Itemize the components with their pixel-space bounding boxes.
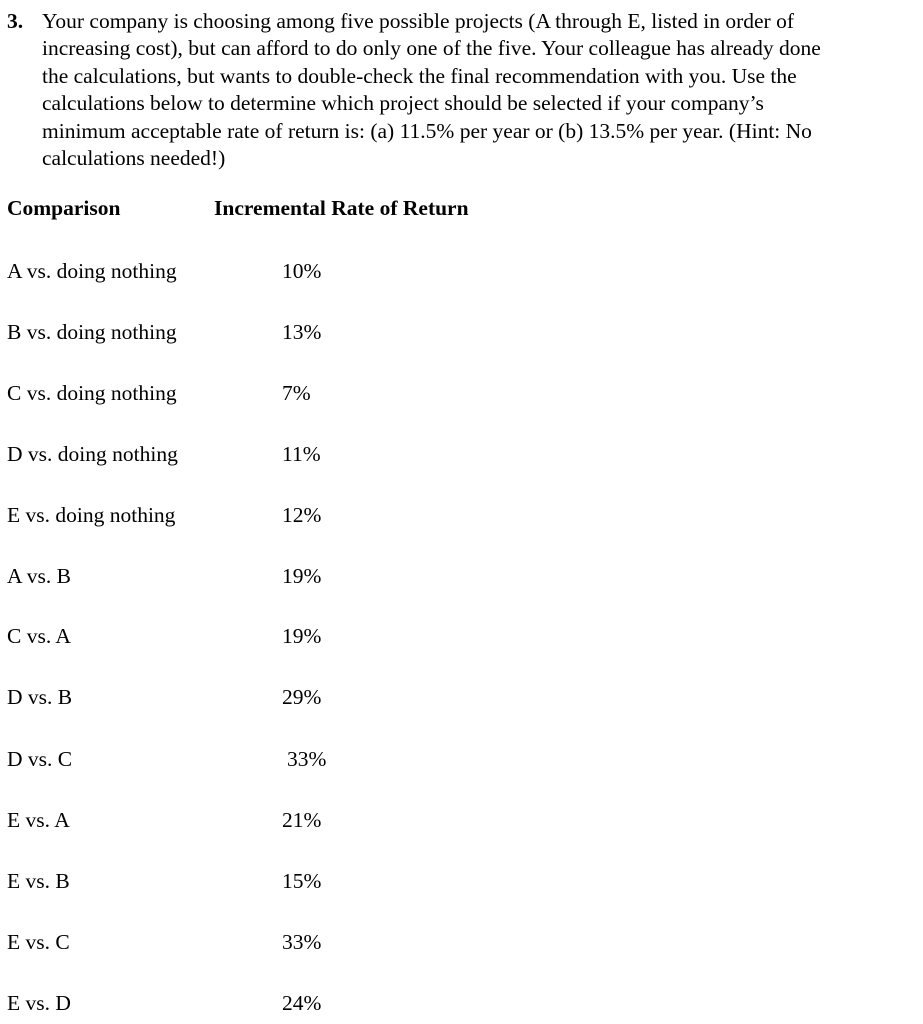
comparison-cell: E vs. B (7, 869, 70, 893)
table-row (0, 561, 923, 591)
table-row (0, 988, 923, 1018)
comparison-cell: C vs. A (7, 624, 71, 648)
question-line: increasing cost), but can afford to do only one of the five. Your colleague has already done (42, 36, 821, 61)
table-row (0, 682, 923, 712)
table-row (0, 317, 923, 347)
comparison-cell: B vs. doing nothing (7, 320, 177, 344)
rate-cell: 15% (282, 869, 322, 893)
rate-cell: 21% (282, 808, 322, 832)
table-row (0, 866, 923, 896)
comparison-column-header: Comparison (7, 196, 121, 220)
table-row (0, 439, 923, 469)
question-line: calculations needed!) (42, 146, 226, 171)
table-row (0, 621, 923, 651)
rate-column-header: Incremental Rate of Return (214, 196, 469, 220)
comparison-cell: D vs. B (7, 685, 73, 709)
table-row (0, 500, 923, 530)
rate-cell: 12% (282, 503, 322, 527)
rate-cell: 7% (282, 381, 311, 405)
comparison-cell: A vs. B (7, 564, 71, 588)
question-block (7, 8, 912, 172)
comparison-cell: C vs. doing nothing (7, 381, 177, 405)
question-number: 3. (7, 9, 24, 33)
rate-cell: 19% (282, 624, 322, 648)
comparison-cell: E vs. C (7, 930, 70, 954)
rate-cell: 10% (282, 259, 322, 283)
table-row (0, 744, 923, 774)
question-line: calculations below to determine which project should be selected if your company’s (42, 91, 764, 116)
comparison-cell: A vs. doing nothing (7, 259, 177, 283)
rate-cell: 13% (282, 320, 322, 344)
question-line (7, 8, 912, 35)
rate-cell: 33% (287, 747, 327, 771)
question-line: the calculations, but wants to double-check the final recommendation with you. Use the (42, 63, 797, 88)
rate-cell: 33% (282, 930, 322, 954)
question-line: minimum acceptable rate of return is: (a) 11.5% per year or (b) 13.5% per year. (Hint: No (42, 118, 812, 143)
rate-cell: 24% (282, 991, 322, 1015)
comparison-cell: D vs. doing nothing (7, 442, 178, 466)
comparison-cell: E vs. D (7, 991, 71, 1015)
table-row (0, 378, 923, 408)
rate-cell: 19% (282, 564, 322, 588)
comparison-cell: D vs. C (7, 747, 73, 771)
rate-cell: 29% (282, 685, 322, 709)
question-text: Your company is choosing among five possible projects (A through E, listed in order of (42, 9, 795, 33)
rate-cell: 11% (282, 442, 321, 466)
comparison-cell: E vs. doing nothing (7, 503, 176, 527)
table-row (0, 927, 923, 957)
table-row (0, 805, 923, 835)
comparison-cell: E vs. A (7, 808, 70, 832)
table-row (0, 256, 923, 286)
